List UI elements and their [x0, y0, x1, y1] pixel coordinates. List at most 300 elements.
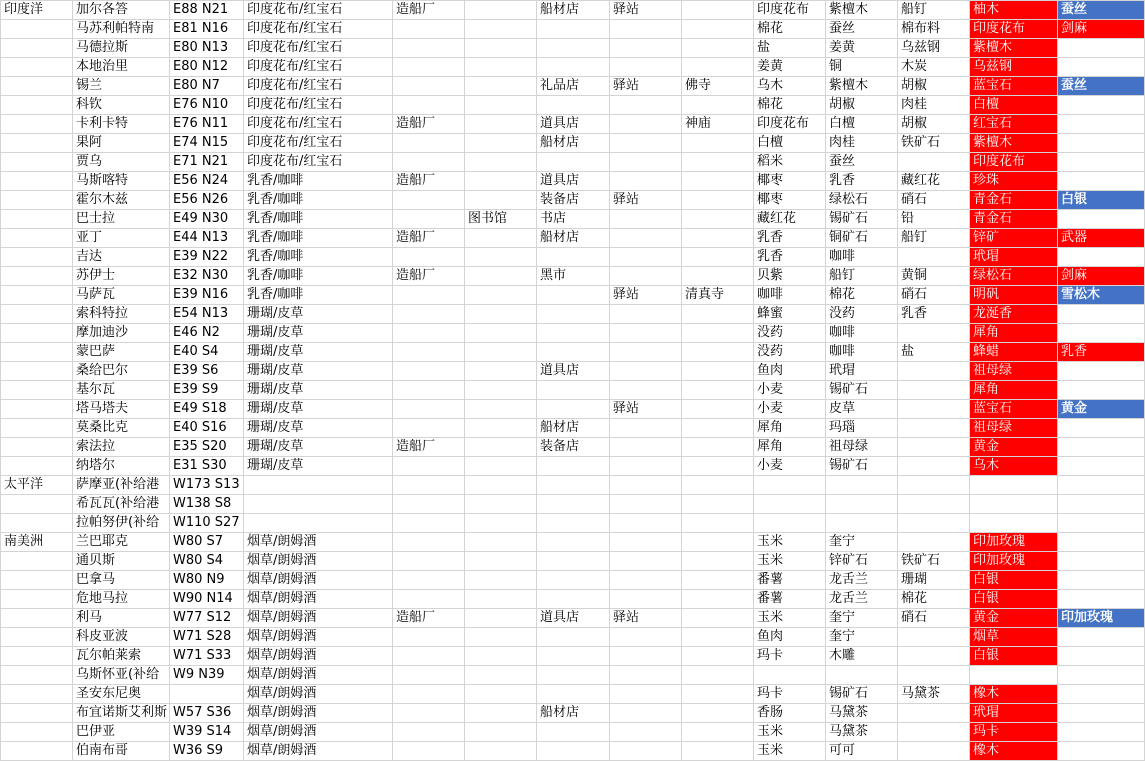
cell-good-1[interactable] — [754, 514, 826, 533]
cell-extra-good[interactable] — [1058, 647, 1145, 666]
cell-post-station[interactable] — [610, 685, 682, 704]
cell-shipyard[interactable]: 造船厂 — [393, 115, 465, 134]
cell-post-station[interactable] — [610, 305, 682, 324]
cell-specialty[interactable]: 印度花布/红宝石 — [244, 58, 393, 77]
cell-good-2[interactable]: 马黛茶 — [826, 723, 898, 742]
cell-shop[interactable]: 船材店 — [537, 1, 610, 20]
cell-port[interactable]: 利马 — [73, 609, 170, 628]
cell-good-1[interactable]: 盐 — [754, 39, 826, 58]
cell-extra-good[interactable]: 蚕丝 — [1058, 77, 1145, 96]
cell-port[interactable]: 危地马拉 — [73, 590, 170, 609]
cell-specialty[interactable] — [244, 514, 393, 533]
cell-good-1[interactable]: 没药 — [754, 324, 826, 343]
cell-good-1[interactable]: 椰枣 — [754, 191, 826, 210]
cell-port[interactable]: 巴拿马 — [73, 571, 170, 590]
cell-good-3[interactable] — [898, 514, 970, 533]
cell-specialty[interactable]: 印度花布/红宝石 — [244, 1, 393, 20]
cell-extra-good[interactable]: 白银 — [1058, 191, 1145, 210]
cell-port[interactable]: 兰巴耶克 — [73, 533, 170, 552]
cell-good-3[interactable]: 船钉 — [898, 1, 970, 20]
cell-port[interactable]: 亚丁 — [73, 229, 170, 248]
cell-temple[interactable] — [682, 419, 754, 438]
cell-region[interactable] — [1, 153, 73, 172]
cell-good-1[interactable]: 玉米 — [754, 533, 826, 552]
cell-shipyard[interactable]: 造船厂 — [393, 609, 465, 628]
cell-library[interactable] — [465, 324, 537, 343]
cell-good-2[interactable]: 锡矿石 — [826, 210, 898, 229]
cell-shop[interactable]: 道具店 — [537, 609, 610, 628]
cell-good-3[interactable]: 船钉 — [898, 229, 970, 248]
cell-coords[interactable]: E80 N7 — [170, 77, 244, 96]
cell-shop[interactable] — [537, 58, 610, 77]
cell-specialty[interactable]: 烟草/朗姆酒 — [244, 647, 393, 666]
cell-post-station[interactable]: 驿站 — [610, 286, 682, 305]
cell-specialty[interactable]: 珊瑚/皮草 — [244, 438, 393, 457]
cell-good-2[interactable]: 蚕丝 — [826, 20, 898, 39]
cell-good-2[interactable]: 绿松石 — [826, 191, 898, 210]
cell-temple[interactable] — [682, 248, 754, 267]
cell-library[interactable] — [465, 552, 537, 571]
cell-region[interactable] — [1, 191, 73, 210]
cell-shipyard[interactable] — [393, 248, 465, 267]
cell-key-good[interactable]: 乌兹钢 — [970, 58, 1058, 77]
cell-port[interactable]: 科钦 — [73, 96, 170, 115]
cell-good-2[interactable]: 船钉 — [826, 267, 898, 286]
cell-library[interactable]: 图书馆 — [465, 210, 537, 229]
cell-post-station[interactable] — [610, 343, 682, 362]
cell-good-1[interactable]: 白檀 — [754, 134, 826, 153]
cell-specialty[interactable]: 烟草/朗姆酒 — [244, 723, 393, 742]
cell-shipyard[interactable]: 造船厂 — [393, 229, 465, 248]
cell-coords[interactable]: E56 N24 — [170, 172, 244, 191]
cell-extra-good[interactable]: 雪松木 — [1058, 286, 1145, 305]
cell-good-2[interactable]: 铜矿石 — [826, 229, 898, 248]
cell-region[interactable] — [1, 647, 73, 666]
cell-good-3[interactable]: 藏红花 — [898, 172, 970, 191]
cell-coords[interactable]: W173 S13 — [170, 476, 244, 495]
cell-good-3[interactable]: 胡椒 — [898, 115, 970, 134]
cell-region[interactable] — [1, 58, 73, 77]
cell-temple[interactable] — [682, 457, 754, 476]
cell-library[interactable] — [465, 704, 537, 723]
cell-port[interactable]: 贾乌 — [73, 153, 170, 172]
cell-specialty[interactable]: 印度花布/红宝石 — [244, 20, 393, 39]
cell-specialty[interactable]: 烟草/朗姆酒 — [244, 628, 393, 647]
cell-coords[interactable]: E81 N16 — [170, 20, 244, 39]
cell-good-3[interactable]: 马黛茶 — [898, 685, 970, 704]
cell-key-good[interactable]: 玳瑁 — [970, 704, 1058, 723]
cell-library[interactable] — [465, 685, 537, 704]
cell-temple[interactable] — [682, 400, 754, 419]
cell-extra-good[interactable] — [1058, 210, 1145, 229]
cell-shop[interactable]: 船材店 — [537, 134, 610, 153]
cell-region[interactable] — [1, 115, 73, 134]
cell-coords[interactable]: W138 S8 — [170, 495, 244, 514]
cell-extra-good[interactable] — [1058, 685, 1145, 704]
cell-specialty[interactable]: 乳香/咖啡 — [244, 267, 393, 286]
cell-coords[interactable]: E31 S30 — [170, 457, 244, 476]
cell-shipyard[interactable] — [393, 58, 465, 77]
cell-temple[interactable] — [682, 514, 754, 533]
cell-region[interactable] — [1, 742, 73, 761]
cell-post-station[interactable] — [610, 39, 682, 58]
cell-shop[interactable]: 黑市 — [537, 267, 610, 286]
cell-port[interactable]: 桑给巴尔 — [73, 362, 170, 381]
cell-temple[interactable] — [682, 134, 754, 153]
cell-temple[interactable] — [682, 96, 754, 115]
cell-shipyard[interactable] — [393, 191, 465, 210]
cell-temple[interactable] — [682, 552, 754, 571]
cell-good-1[interactable]: 玉米 — [754, 742, 826, 761]
cell-port[interactable]: 巴士拉 — [73, 210, 170, 229]
cell-temple[interactable] — [682, 666, 754, 685]
cell-post-station[interactable] — [610, 324, 682, 343]
cell-good-1[interactable]: 藏红花 — [754, 210, 826, 229]
cell-key-good[interactable]: 柚木 — [970, 1, 1058, 20]
cell-good-3[interactable] — [898, 362, 970, 381]
cell-extra-good[interactable] — [1058, 305, 1145, 324]
cell-good-1[interactable]: 棉花 — [754, 96, 826, 115]
cell-post-station[interactable] — [610, 96, 682, 115]
cell-key-good[interactable]: 烟草 — [970, 628, 1058, 647]
cell-good-3[interactable]: 铁矿石 — [898, 552, 970, 571]
cell-shipyard[interactable] — [393, 742, 465, 761]
cell-coords[interactable]: E40 S4 — [170, 343, 244, 362]
cell-good-1[interactable]: 鱼肉 — [754, 628, 826, 647]
cell-post-station[interactable]: 驿站 — [610, 77, 682, 96]
cell-shipyard[interactable] — [393, 571, 465, 590]
cell-library[interactable] — [465, 647, 537, 666]
cell-coords[interactable]: E80 N12 — [170, 58, 244, 77]
cell-post-station[interactable]: 驿站 — [610, 609, 682, 628]
cell-extra-good[interactable]: 剑麻 — [1058, 267, 1145, 286]
cell-temple[interactable] — [682, 153, 754, 172]
cell-good-2[interactable]: 奎宁 — [826, 533, 898, 552]
cell-region[interactable] — [1, 210, 73, 229]
cell-good-2[interactable]: 奎宁 — [826, 628, 898, 647]
cell-coords[interactable]: W57 S36 — [170, 704, 244, 723]
cell-shipyard[interactable] — [393, 20, 465, 39]
cell-shop[interactable] — [537, 381, 610, 400]
cell-coords[interactable]: E88 N21 — [170, 1, 244, 20]
cell-region[interactable] — [1, 286, 73, 305]
cell-good-1[interactable]: 乳香 — [754, 229, 826, 248]
cell-shop[interactable] — [537, 742, 610, 761]
cell-shipyard[interactable] — [393, 153, 465, 172]
cell-specialty[interactable]: 烟草/朗姆酒 — [244, 533, 393, 552]
cell-shop[interactable]: 船材店 — [537, 419, 610, 438]
cell-key-good[interactable]: 龙涎香 — [970, 305, 1058, 324]
cell-good-3[interactable] — [898, 476, 970, 495]
cell-extra-good[interactable]: 武器 — [1058, 229, 1145, 248]
cell-key-good[interactable]: 白银 — [970, 571, 1058, 590]
cell-temple[interactable] — [682, 20, 754, 39]
cell-shop[interactable] — [537, 457, 610, 476]
cell-extra-good[interactable] — [1058, 324, 1145, 343]
cell-extra-good[interactable] — [1058, 495, 1145, 514]
cell-temple[interactable] — [682, 324, 754, 343]
cell-shop[interactable]: 书店 — [537, 210, 610, 229]
cell-shop[interactable] — [537, 476, 610, 495]
cell-post-station[interactable] — [610, 628, 682, 647]
cell-specialty[interactable]: 印度花布/红宝石 — [244, 115, 393, 134]
cell-good-2[interactable]: 锡矿石 — [826, 685, 898, 704]
cell-shop[interactable]: 船材店 — [537, 229, 610, 248]
cell-specialty[interactable]: 烟草/朗姆酒 — [244, 590, 393, 609]
cell-good-2[interactable]: 龙舌兰 — [826, 571, 898, 590]
cell-region[interactable] — [1, 172, 73, 191]
cell-good-2[interactable]: 锡矿石 — [826, 457, 898, 476]
cell-coords[interactable]: W71 S33 — [170, 647, 244, 666]
cell-shipyard[interactable]: 造船厂 — [393, 172, 465, 191]
cell-post-station[interactable] — [610, 248, 682, 267]
cell-coords[interactable]: E49 S18 — [170, 400, 244, 419]
cell-temple[interactable] — [682, 628, 754, 647]
cell-key-good[interactable] — [970, 495, 1058, 514]
cell-library[interactable] — [465, 381, 537, 400]
cell-shipyard[interactable]: 造船厂 — [393, 1, 465, 20]
cell-post-station[interactable] — [610, 381, 682, 400]
cell-good-2[interactable]: 咖啡 — [826, 343, 898, 362]
cell-post-station[interactable] — [610, 438, 682, 457]
cell-extra-good[interactable] — [1058, 419, 1145, 438]
cell-good-3[interactable]: 棉花 — [898, 590, 970, 609]
cell-key-good[interactable]: 黄金 — [970, 438, 1058, 457]
cell-shipyard[interactable]: 造船厂 — [393, 267, 465, 286]
cell-good-2[interactable]: 乳香 — [826, 172, 898, 191]
cell-temple[interactable] — [682, 39, 754, 58]
cell-post-station[interactable] — [610, 457, 682, 476]
cell-shop[interactable] — [537, 685, 610, 704]
cell-region[interactable] — [1, 77, 73, 96]
cell-good-2[interactable]: 咖啡 — [826, 324, 898, 343]
cell-temple[interactable]: 佛寺 — [682, 77, 754, 96]
cell-library[interactable] — [465, 590, 537, 609]
cell-extra-good[interactable] — [1058, 571, 1145, 590]
cell-specialty[interactable]: 印度花布/红宝石 — [244, 77, 393, 96]
cell-shop[interactable] — [537, 153, 610, 172]
cell-region[interactable] — [1, 609, 73, 628]
cell-extra-good[interactable] — [1058, 134, 1145, 153]
cell-shipyard[interactable] — [393, 590, 465, 609]
cell-specialty[interactable]: 珊瑚/皮草 — [244, 381, 393, 400]
cell-library[interactable] — [465, 77, 537, 96]
cell-library[interactable] — [465, 305, 537, 324]
cell-key-good[interactable]: 蜂蜡 — [970, 343, 1058, 362]
cell-extra-good[interactable] — [1058, 514, 1145, 533]
cell-extra-good[interactable] — [1058, 742, 1145, 761]
cell-specialty[interactable]: 烟草/朗姆酒 — [244, 552, 393, 571]
cell-coords[interactable]: E71 N21 — [170, 153, 244, 172]
cell-specialty[interactable]: 珊瑚/皮草 — [244, 419, 393, 438]
cell-extra-good[interactable] — [1058, 438, 1145, 457]
cell-region[interactable] — [1, 723, 73, 742]
cell-good-2[interactable]: 龙舌兰 — [826, 590, 898, 609]
cell-post-station[interactable] — [610, 362, 682, 381]
cell-library[interactable] — [465, 58, 537, 77]
cell-post-station[interactable] — [610, 704, 682, 723]
cell-specialty[interactable]: 烟草/朗姆酒 — [244, 609, 393, 628]
cell-temple[interactable] — [682, 590, 754, 609]
cell-good-2[interactable]: 奎宁 — [826, 609, 898, 628]
cell-shop[interactable] — [537, 552, 610, 571]
cell-good-1[interactable]: 小麦 — [754, 381, 826, 400]
cell-shipyard[interactable] — [393, 666, 465, 685]
cell-library[interactable] — [465, 419, 537, 438]
cell-specialty[interactable]: 烟草/朗姆酒 — [244, 685, 393, 704]
cell-shipyard[interactable] — [393, 210, 465, 229]
cell-coords[interactable]: W77 S12 — [170, 609, 244, 628]
cell-region[interactable] — [1, 20, 73, 39]
cell-post-station[interactable]: 驿站 — [610, 1, 682, 20]
cell-specialty[interactable]: 珊瑚/皮草 — [244, 343, 393, 362]
cell-region[interactable] — [1, 362, 73, 381]
cell-specialty[interactable]: 印度花布/红宝石 — [244, 134, 393, 153]
cell-post-station[interactable] — [610, 723, 682, 742]
cell-shop[interactable]: 道具店 — [537, 362, 610, 381]
cell-key-good[interactable]: 玳瑁 — [970, 248, 1058, 267]
cell-post-station[interactable] — [610, 666, 682, 685]
cell-good-3[interactable] — [898, 419, 970, 438]
cell-shop[interactable]: 船材店 — [537, 704, 610, 723]
cell-key-good[interactable]: 紫檀木 — [970, 39, 1058, 58]
cell-temple[interactable] — [682, 58, 754, 77]
cell-shop[interactable] — [537, 20, 610, 39]
cell-shipyard[interactable] — [393, 552, 465, 571]
cell-shipyard[interactable] — [393, 343, 465, 362]
cell-port[interactable]: 基尔瓦 — [73, 381, 170, 400]
cell-good-1[interactable]: 印度花布 — [754, 115, 826, 134]
cell-good-2[interactable]: 紫檀木 — [826, 77, 898, 96]
cell-shipyard[interactable] — [393, 533, 465, 552]
cell-port[interactable]: 乌斯怀亚(补给 — [73, 666, 170, 685]
cell-shop[interactable]: 装备店 — [537, 438, 610, 457]
cell-extra-good[interactable] — [1058, 115, 1145, 134]
cell-good-1[interactable]: 香肠 — [754, 704, 826, 723]
cell-temple[interactable] — [682, 191, 754, 210]
cell-good-1[interactable]: 玉米 — [754, 552, 826, 571]
cell-good-2[interactable]: 咖啡 — [826, 248, 898, 267]
cell-shop[interactable] — [537, 533, 610, 552]
cell-extra-good[interactable]: 黄金 — [1058, 400, 1145, 419]
cell-port[interactable]: 马萨瓦 — [73, 286, 170, 305]
cell-shop[interactable] — [537, 666, 610, 685]
cell-good-2[interactable]: 锡矿石 — [826, 381, 898, 400]
cell-shop[interactable] — [537, 514, 610, 533]
cell-port[interactable]: 苏伊士 — [73, 267, 170, 286]
cell-library[interactable] — [465, 248, 537, 267]
cell-extra-good[interactable] — [1058, 723, 1145, 742]
cell-post-station[interactable] — [610, 210, 682, 229]
cell-library[interactable] — [465, 742, 537, 761]
cell-good-3[interactable] — [898, 647, 970, 666]
cell-good-1[interactable]: 没药 — [754, 343, 826, 362]
cell-key-good[interactable]: 红宝石 — [970, 115, 1058, 134]
cell-key-good[interactable]: 蓝宝石 — [970, 400, 1058, 419]
cell-good-3[interactable] — [898, 381, 970, 400]
cell-shop[interactable] — [537, 723, 610, 742]
cell-good-1[interactable]: 蜂蜜 — [754, 305, 826, 324]
cell-key-good[interactable]: 犀角 — [970, 381, 1058, 400]
cell-coords[interactable]: E39 N16 — [170, 286, 244, 305]
cell-good-1[interactable]: 贝紫 — [754, 267, 826, 286]
cell-key-good[interactable]: 玛卡 — [970, 723, 1058, 742]
cell-key-good[interactable]: 明矾 — [970, 286, 1058, 305]
cell-post-station[interactable] — [610, 58, 682, 77]
cell-good-3[interactable] — [898, 495, 970, 514]
cell-shipyard[interactable] — [393, 457, 465, 476]
cell-library[interactable] — [465, 438, 537, 457]
cell-post-station[interactable]: 驿站 — [610, 400, 682, 419]
cell-temple[interactable] — [682, 210, 754, 229]
cell-temple[interactable] — [682, 381, 754, 400]
cell-shop[interactable] — [537, 39, 610, 58]
cell-good-1[interactable]: 乌木 — [754, 77, 826, 96]
cell-region[interactable] — [1, 305, 73, 324]
cell-library[interactable] — [465, 172, 537, 191]
cell-key-good[interactable] — [970, 514, 1058, 533]
cell-shipyard[interactable] — [393, 362, 465, 381]
cell-region[interactable] — [1, 134, 73, 153]
cell-region[interactable] — [1, 666, 73, 685]
cell-region[interactable] — [1, 96, 73, 115]
cell-key-good[interactable]: 印加玫瑰 — [970, 533, 1058, 552]
cell-key-good[interactable]: 犀角 — [970, 324, 1058, 343]
cell-coords[interactable]: E54 N13 — [170, 305, 244, 324]
cell-region[interactable] — [1, 457, 73, 476]
cell-library[interactable] — [465, 343, 537, 362]
cell-region[interactable]: 太平洋 — [1, 476, 73, 495]
cell-specialty[interactable]: 乳香/咖啡 — [244, 191, 393, 210]
cell-region[interactable] — [1, 628, 73, 647]
cell-good-3[interactable] — [898, 153, 970, 172]
cell-coords[interactable]: W110 S27 — [170, 514, 244, 533]
cell-region[interactable] — [1, 343, 73, 362]
cell-shipyard[interactable] — [393, 381, 465, 400]
cell-extra-good[interactable] — [1058, 457, 1145, 476]
cell-good-3[interactable] — [898, 457, 970, 476]
cell-shipyard[interactable] — [393, 419, 465, 438]
cell-good-3[interactable]: 珊瑚 — [898, 571, 970, 590]
cell-good-3[interactable] — [898, 438, 970, 457]
cell-good-2[interactable]: 白檀 — [826, 115, 898, 134]
cell-library[interactable] — [465, 96, 537, 115]
cell-extra-good[interactable] — [1058, 533, 1145, 552]
cell-coords[interactable]: W90 N14 — [170, 590, 244, 609]
cell-coords[interactable]: E76 N11 — [170, 115, 244, 134]
cell-region[interactable] — [1, 704, 73, 723]
cell-extra-good[interactable] — [1058, 666, 1145, 685]
cell-temple[interactable] — [682, 438, 754, 457]
cell-specialty[interactable]: 烟草/朗姆酒 — [244, 704, 393, 723]
cell-region[interactable] — [1, 400, 73, 419]
cell-coords[interactable]: E32 N30 — [170, 267, 244, 286]
cell-good-1[interactable]: 犀角 — [754, 419, 826, 438]
cell-region[interactable]: 南美洲 — [1, 533, 73, 552]
cell-port[interactable]: 霍尔木兹 — [73, 191, 170, 210]
cell-specialty[interactable]: 印度花布/红宝石 — [244, 96, 393, 115]
cell-good-3[interactable] — [898, 533, 970, 552]
cell-shop[interactable] — [537, 571, 610, 590]
cell-specialty[interactable]: 乳香/咖啡 — [244, 229, 393, 248]
cell-temple[interactable] — [682, 685, 754, 704]
cell-temple[interactable] — [682, 362, 754, 381]
cell-good-2[interactable]: 蚕丝 — [826, 153, 898, 172]
cell-library[interactable] — [465, 514, 537, 533]
cell-shipyard[interactable] — [393, 286, 465, 305]
cell-extra-good[interactable] — [1058, 39, 1145, 58]
cell-port[interactable]: 科皮亚波 — [73, 628, 170, 647]
